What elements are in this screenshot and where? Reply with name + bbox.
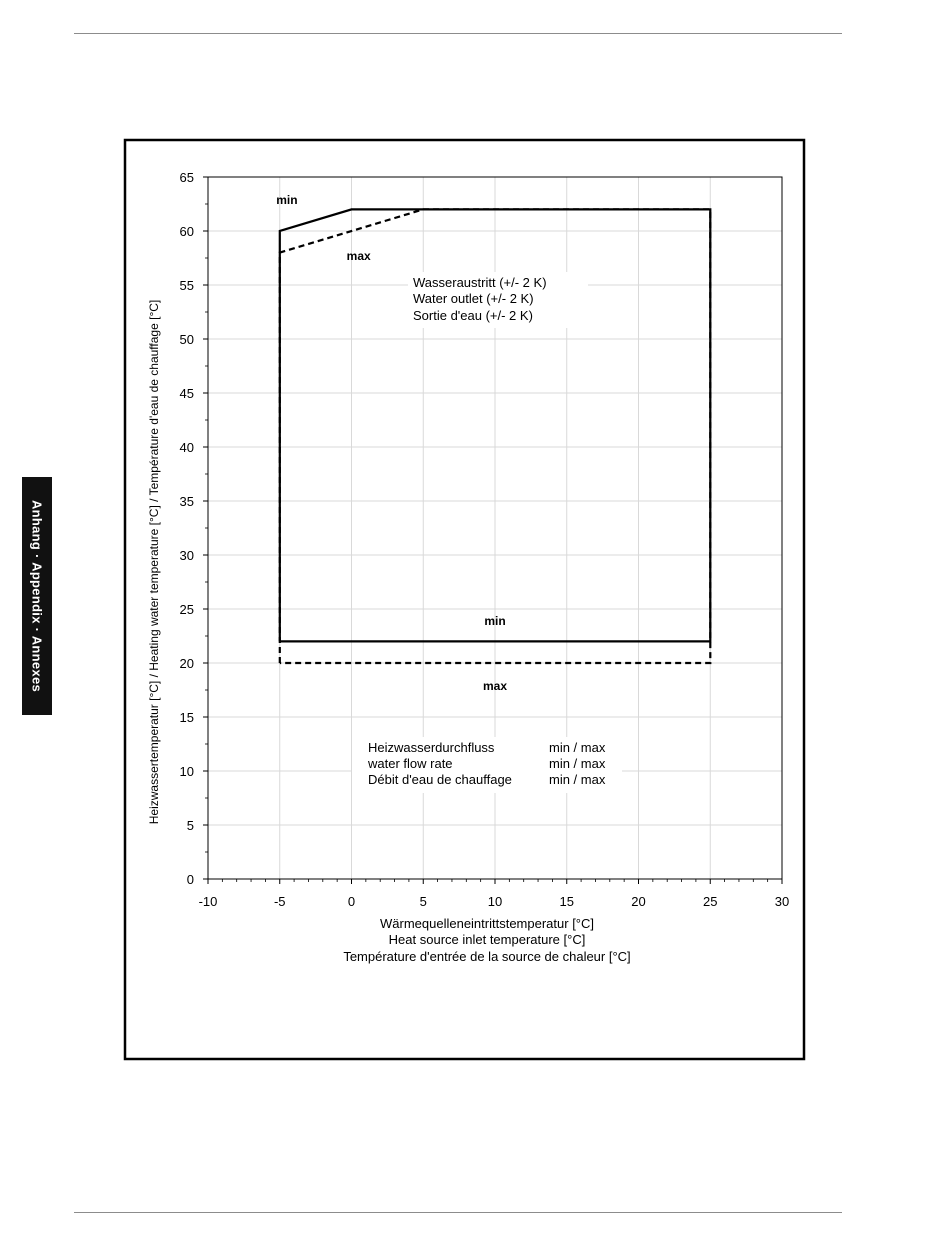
y-tick-label: 10 — [179, 764, 194, 779]
flow-note-label-de: Heizwasserdurchfluss — [368, 740, 495, 755]
flow-note-label-en: water flow rate — [368, 756, 453, 771]
x-tick-label: 15 — [559, 894, 574, 909]
y-tick-label: 65 — [179, 170, 194, 185]
outlet-note-line-de: Wasseraustritt (+/- 2 K) — [413, 275, 547, 290]
x-tick-label: -10 — [198, 894, 218, 909]
x-tick-labels — [199, 894, 790, 909]
series-label-max: max — [482, 679, 508, 693]
y-tick-label: 0 — [186, 872, 194, 887]
y-tick-label: 15 — [179, 710, 194, 725]
flow-note-label-fr: Débit d'eau de chauffage — [368, 772, 512, 787]
flow-note-value-fr: min / max — [549, 772, 606, 787]
series-label-min: min — [276, 193, 298, 207]
side-tab-label: Anhang · Appendix · Annexes — [29, 499, 45, 693]
flow-note-value-de: min / max — [549, 740, 606, 755]
x-tick-label: 5 — [419, 894, 427, 909]
x-tick-label: 20 — [631, 894, 646, 909]
flow-note-value-en: min / max — [549, 756, 606, 771]
y-tick-labels — [180, 170, 194, 887]
y-tick-label: 45 — [179, 386, 194, 401]
y-tick-label: 5 — [186, 818, 194, 833]
x-axis-label-fr: Température d'entrée de la source de chaleur [°C] — [343, 949, 631, 964]
y-tick-label: 25 — [179, 602, 194, 617]
series-label-min: min — [484, 614, 506, 629]
y-axis-label: Heizwassertemperatur [°C] / Heating water temperature [°C] / Température d'eau de chauffage [°C] — [147, 299, 161, 825]
y-tick-label: 40 — [179, 440, 194, 455]
y-tick-label: 50 — [179, 332, 194, 347]
outlet-note-line-fr: Sortie d'eau (+/- 2 K) — [413, 308, 533, 323]
annotation-layer — [352, 272, 622, 793]
y-tick-label: 20 — [179, 656, 194, 671]
x-axis-label-en: Heat source inlet temperature [°C] — [388, 932, 586, 947]
x-tick-label: -5 — [273, 894, 286, 909]
y-tick-label: 60 — [179, 224, 194, 239]
x-axis-label-de: Wärmequelleneintrittstemperatur [°C] — [380, 916, 594, 931]
series-labels — [276, 193, 507, 693]
x-tick-label: 10 — [487, 894, 503, 909]
x-tick-label: 30 — [774, 894, 790, 909]
y-tick-label: 30 — [179, 548, 194, 563]
y-tick-label: 35 — [179, 494, 194, 509]
series-label-max: max — [346, 249, 371, 264]
outlet-note-line-en: Water outlet (+/- 2 K) — [413, 291, 534, 306]
y-tick-label: 55 — [179, 278, 194, 293]
x-tick-label: 25 — [703, 894, 718, 909]
x-tick-label: 0 — [347, 894, 356, 909]
